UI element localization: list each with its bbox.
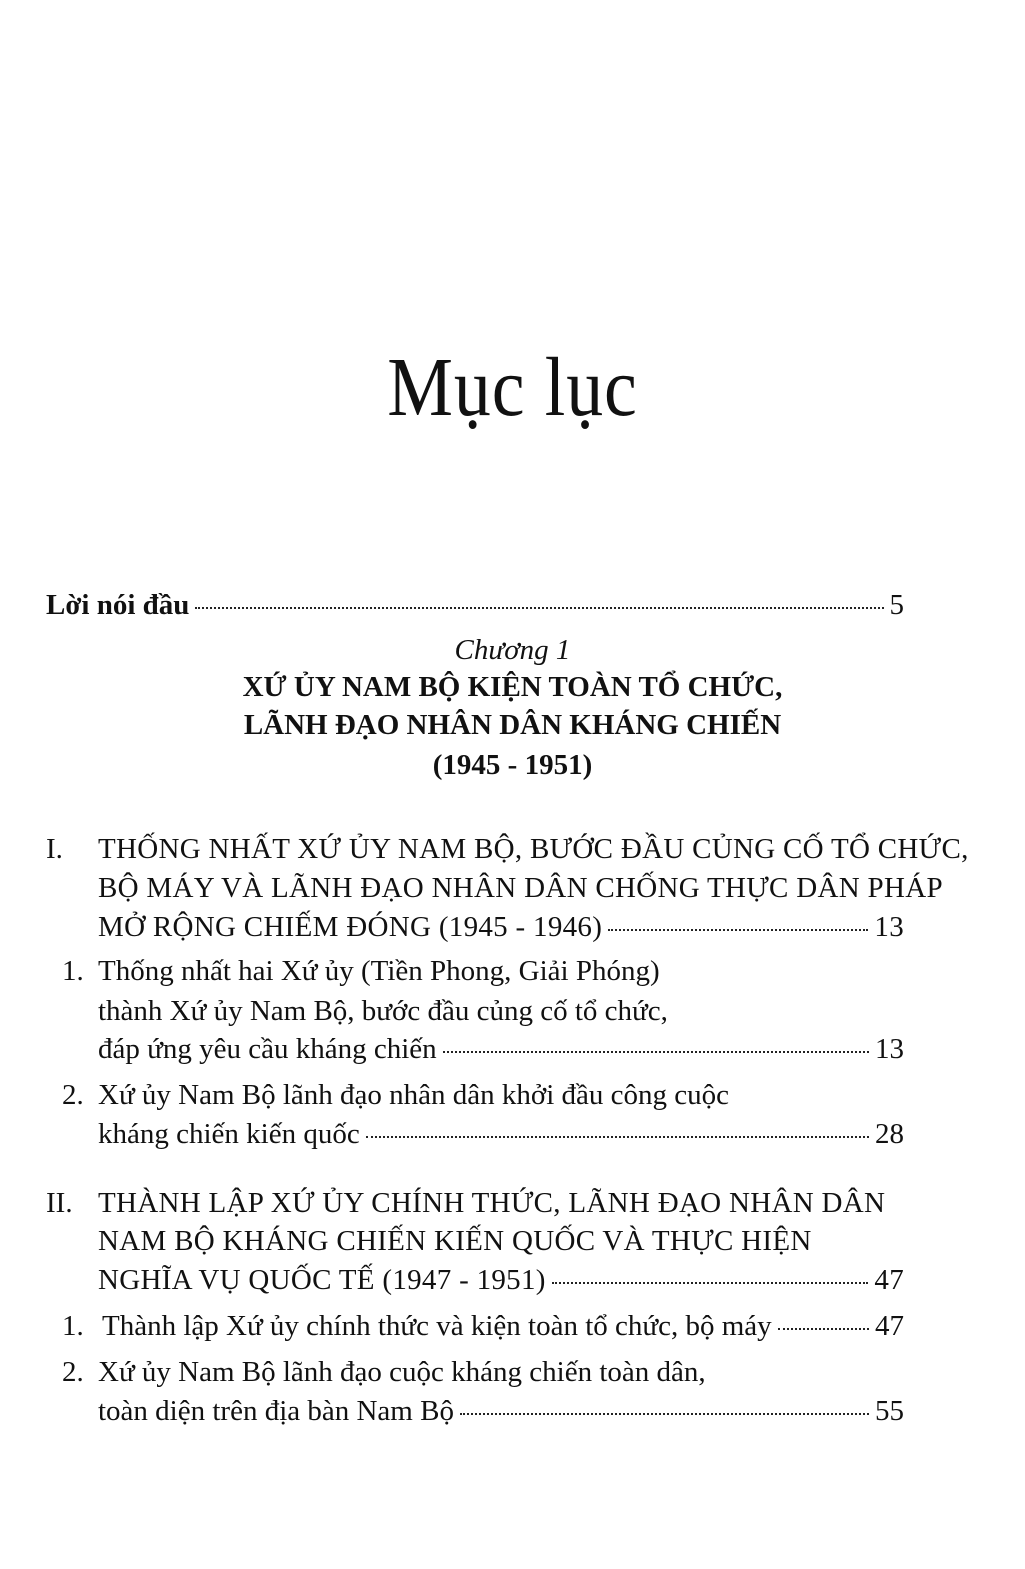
dot-leader bbox=[552, 1282, 869, 1284]
toc-entry-item-2-2[interactable] bbox=[98, 1392, 904, 1430]
dot-leader bbox=[460, 1413, 869, 1415]
item-number: 2. bbox=[62, 1079, 84, 1111]
item-number: 1. bbox=[62, 955, 84, 987]
item-title-line: Thành lập Xứ ủy chính thức và kiện toàn tổ chức, bộ máy bbox=[102, 1310, 772, 1342]
item-title-line: toàn diện trên địa bàn Nam Bộ bbox=[98, 1395, 454, 1427]
toc-entry-item-1-1[interactable] bbox=[98, 1030, 904, 1068]
page-title: Mục lục bbox=[387, 341, 638, 434]
section-numeral: I. bbox=[46, 833, 63, 865]
item-number: 1. bbox=[62, 1310, 84, 1342]
item-title-line: kháng chiến kiến quốc bbox=[98, 1118, 360, 1150]
toc-entry-section-2[interactable] bbox=[98, 1261, 904, 1299]
section-title-line: THÀNH LẬP XỨ ỦY CHÍNH THỨC, LÃNH ĐẠO NHÂN DÂN bbox=[98, 1187, 886, 1219]
item-title-line: thành Xứ ủy Nam Bộ, bước đầu củng cố tổ chức, bbox=[98, 995, 668, 1027]
toc-entry-item-1-2[interactable] bbox=[98, 1115, 904, 1153]
toc-page-number: 28 bbox=[875, 1118, 904, 1150]
item-title-line: Thống nhất hai Xứ ủy (Tiền Phong, Giải Phóng) bbox=[98, 955, 660, 987]
toc-entry-section-1[interactable] bbox=[98, 908, 904, 946]
toc-entry-preface[interactable] bbox=[46, 586, 904, 624]
toc-page-number: 5 bbox=[889, 589, 904, 621]
chapter-title-line: XỨ ỦY NAM BỘ KIỆN TOÀN TỔ CHỨC, bbox=[242, 671, 783, 703]
toc-entry-item-2-1[interactable] bbox=[102, 1307, 904, 1345]
dot-leader bbox=[195, 607, 883, 609]
section-title-line: NGHĨA VỤ QUỐC TẾ (1947 - 1951) bbox=[98, 1264, 546, 1296]
section-title-line: THỐNG NHẤT XỨ ỦY NAM BỘ, BƯỚC ĐẦU CỦNG CỐ TỔ CHỨC, bbox=[98, 833, 969, 865]
toc-page-number: 47 bbox=[875, 1310, 904, 1342]
toc-page-number: 47 bbox=[874, 1264, 904, 1296]
item-title-line: Xứ ủy Nam Bộ lãnh đạo cuộc kháng chiến toàn dân, bbox=[98, 1356, 706, 1388]
dot-leader bbox=[608, 929, 868, 931]
dot-leader bbox=[443, 1051, 869, 1053]
section-title-line: MỞ RỘNG CHIẾM ĐÓNG (1945 - 1946) bbox=[98, 911, 603, 943]
item-title-line: Xứ ủy Nam Bộ lãnh đạo nhân dân khởi đầu công cuộc bbox=[98, 1079, 730, 1111]
toc-page-number: 13 bbox=[875, 1033, 904, 1065]
item-title-line: đáp ứng yêu cầu kháng chiến bbox=[98, 1033, 437, 1065]
dot-leader bbox=[366, 1136, 869, 1138]
dot-leader bbox=[778, 1328, 869, 1330]
toc-page-number: 13 bbox=[874, 911, 904, 943]
chapter-label: Chương 1 bbox=[454, 634, 571, 666]
toc-page-number: 55 bbox=[875, 1395, 904, 1427]
section-title-line: NAM BỘ KHÁNG CHIẾN KIẾN QUỐC VÀ THỰC HIỆN bbox=[98, 1225, 812, 1257]
section-numeral: II. bbox=[46, 1187, 73, 1219]
item-number: 2. bbox=[62, 1356, 84, 1388]
chapter-title-line: LÃNH ĐẠO NHÂN DÂN KHÁNG CHIẾN bbox=[243, 709, 782, 741]
section-title-line: BỘ MÁY VÀ LÃNH ĐẠO NHÂN DÂN CHỐNG THỰC DÂN PHÁP bbox=[98, 872, 943, 904]
chapter-title-line: (1945 - 1951) bbox=[432, 749, 593, 781]
toc-entry-label: Lời nói đầu bbox=[46, 589, 190, 621]
